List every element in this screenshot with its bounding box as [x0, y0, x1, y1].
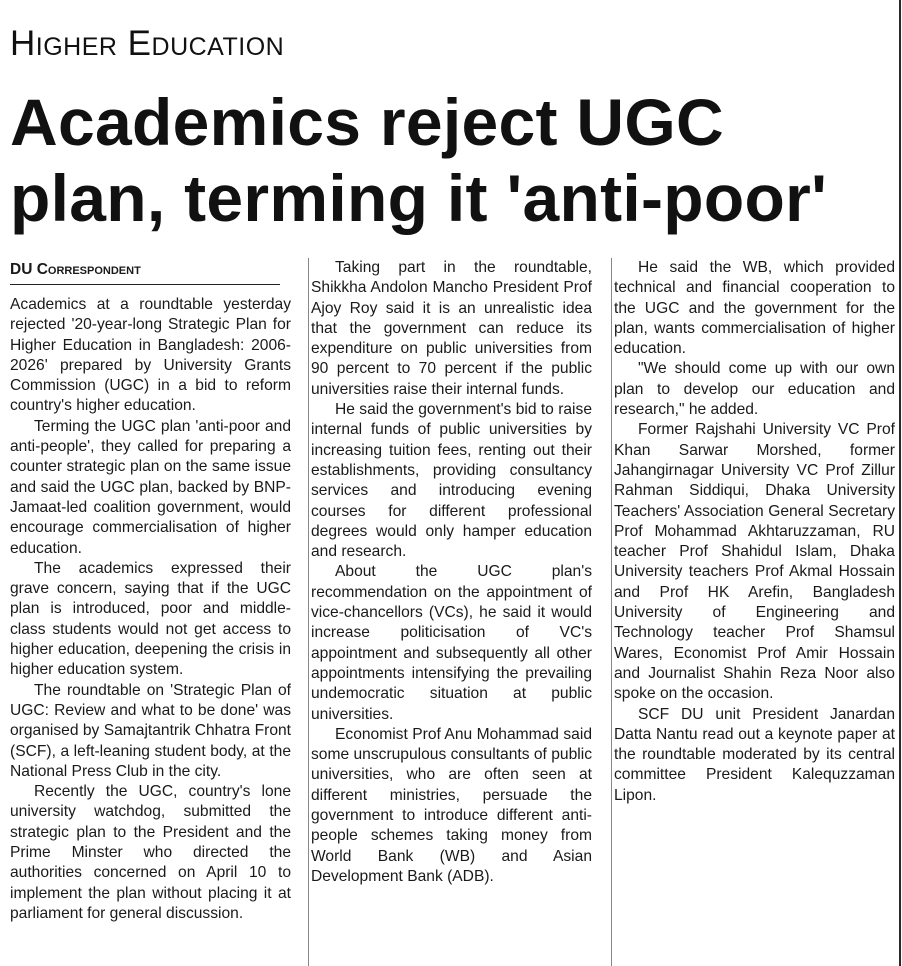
- paragraph: SCF DU unit President Janardan Datta Nantu read out a keynote paper at the roundtable moderated by its central committee President Kalequzzaman Lipon.: [614, 705, 895, 804]
- paragraph: Economist Prof Anu Mohammad said some unscrupulous consultants of public universities, who are often seen at different ministries, persuade the government to introduce different anti-people schemes taking money from World Bank (WB) and Asian Development Bank (ADB).: [311, 725, 592, 885]
- paragraph: He said the WB, which provided technical and financial cooperation to the UGC and the government for the plan, wants commercialisation of higher education.: [614, 259, 895, 358]
- section-kicker: Higher Education: [10, 24, 285, 63]
- column-3: [611, 258, 895, 966]
- paragraph: The academics expressed their grave concern, saying that if the UGC plan is introduced, poor and middle-class students would not get access to higher education, deepening the crisis in higher education system.: [10, 559, 291, 679]
- paragraph: About the UGC plan's recommendation on the appointment of vice-chancellors (VCs), he said it would increase politicisation of VC's appointment and subsequently all other appointments intensifying the prevailing undemocratic situation at public universities.: [311, 563, 592, 723]
- paragraph: Terming the UGC plan 'anti-poor and anti-people', they called for preparing a counter strategic plan on the same issue and said the UGC plan, backed by BNP-Jamaat-led coalition government, would encourage commercialisation of higher education.: [10, 417, 291, 557]
- paragraph: Academics at a roundtable yesterday rejected '20-year-long Strategic Plan for Higher Education in Bangladesh: 2006-2026' prepared by University Grants Commission (UGC) in a bid to reform country's higher education.: [10, 296, 291, 415]
- paragraph: He said the government's bid to raise internal funds of public universities by increasing tuition fees, renting out their establishments, providing consultancy services and introducing evening courses for different professional degrees would only hamper education and research.: [311, 401, 592, 561]
- paragraph: Taking part in the roundtable, Shikkha Andolon Mancho President Prof Ajoy Roy said it is an unrealistic idea that the government can reduce its expenditure on public universities from 90 percent to 70 percent if the public universities raise their internal funds.: [311, 259, 592, 398]
- byline: DU Correspondent: [10, 261, 280, 285]
- article-body: [0, 258, 900, 966]
- paragraph: "We should come up with our own plan to develop our education and research," he added.: [614, 360, 895, 419]
- column-1: [10, 258, 291, 966]
- headline: Academics reject UGC plan, terming it 'anti-poor': [10, 85, 828, 235]
- column-2: [308, 258, 592, 966]
- paragraph: The roundtable on 'Strategic Plan of UGC: Review and what to be done' was organised by Samajtantrik Chhatra Front (SCF), a left-leaning student body, at the National Press Club in the city.: [10, 681, 291, 780]
- paragraph: Recently the UGC, country's lone university watchdog, submitted the strategic plan to the President and the Prime Minster who directed the authorities concerned on April 10 to implement the plan without placing it at parliament for general discussion.: [10, 783, 291, 922]
- paragraph: Former Rajshahi University VC Prof Khan Sarwar Morshed, former Jahangirnagar University VC Prof Zillur Rahman Siddiqui, Dhaka University Teachers' Association General Secretary Prof Mohammad Akhtaruzzaman, RU teacher Prof Shahidul Islam, Dhaka University teachers Prof Akmal Hossain and Prof HK Arefin, Bangladesh University of Engineering and Technology teacher Prof Shamsul Wares, Economist Prof Amir Hossain and Journalist Shahin Reza Noor also spoke on the occasion.: [614, 421, 895, 703]
